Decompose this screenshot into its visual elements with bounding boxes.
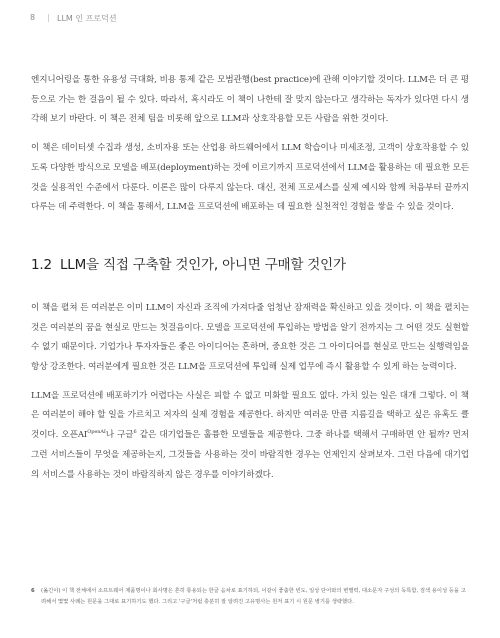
- section-number: 1.2: [31, 256, 52, 273]
- running-header: [30, 13, 470, 29]
- page-number: 8: [30, 13, 36, 22]
- paragraph-text: LLM을 프로덕션에 배포하기가 어렵다는 사실은 피할 수 없고 미화할 필요도 없다. 가치 있는 일은 대개 그렇다. 이 책은 여러분이 해야 할 일을 가르치고 저자의 실제 경험을 제공한다. 하지만 여러운 만큼 지름길을 택하고 싶은 유혹도 클 것이다. 오픈AI: [31, 390, 469, 441]
- footnote: [31, 586, 469, 608]
- paragraph-text: 같은 대기업들은 훌륭한 모델들을 제공한다. 그중 하나를 택해서 구매하면 안 될까? 먼저 그런 서비스들이 무엇을 제공하는지, 그것들을 사용하는 것이 바람직한 경우는 언제인지 살펴보자. 그런 다음에 대기업의 서비스를 사용하는 것이 바람직하지 않은 경우를 이야기하겠다.: [31, 430, 469, 480]
- footnote-text: (옮긴이) 이 책 전체에서 소프트웨어 제품명이나 회사명은 흔히 통용되는 한글 음차로 표기하되, 이같이 좋춤한 빈도, 일상 단어와의 변별력, 대소문자 구성의 독특함, 검색 용이성 등을 고려해서 몇몇 사례는 원문을 그대로 표기하기도 했다. 그리고 '구글'처럼 충분히 잘 알려진 고유명사는 원저 표기 시 원문 병기를 생략했다.: [41, 588, 466, 605]
- running-title: LLM 인 프로덕션: [57, 14, 117, 23]
- paragraph: 이 책을 펼쳐 든 여러분은 이미 LLM이 자신과 조직에 가져다줄 엄청난 잠재력을 확신하고 있을 것이다. 이 책을 펼치는 것은 여러분의 꿈을 현실로 만드는 첫걸음이다. 모델을 프로덕션에 투입하는 방법을 알기 전까지는 그 어떤 것도 실현할 수 없기 때문이다. 기업가나 투자자들은 좋은 아이디어는 흔하며, 중요한 것은 그 아이디어를 현실로 만드는 실행력임을 항상 강조한다. 여러분에게 필요한 것은 LLM을 프로덕션에 투입해 실제 업무에 즉시 활용할 수 있게 하는 능력이다.: [31, 302, 469, 373]
- superscript-note: OpenAI: [87, 429, 106, 436]
- paragraph-text: 나 구글: [105, 430, 134, 441]
- footnote-number: 6: [31, 588, 35, 594]
- paragraph: [31, 387, 469, 486]
- paragraph: 엔지니어링을 통한 유용성 극대화, 비용 통제 같은 모범관행(best practice)에 관해 이야기할 것이다. LLM은 더 큰 평등으로 가는 한 걸음이 될 수 있다. 따라서, 혹시라도 이 책이 나한테 잘 맞지 않는다고 생각하는 독자가 있다면 다시 생각해 보기 바란다. 이 책은 전체 팀을 비롯해 앞으로 LLM과 상호작용할 모든 사람을 위한 것이다.: [31, 75, 469, 125]
- footnote-reference[interactable]: 6: [133, 429, 137, 436]
- section-heading: [31, 253, 469, 273]
- page-body: [31, 71, 469, 485]
- paragraph: 이 책은 데이터셋 수집과 생성, 소비자용 또는 산업용 하드웨어에서 LLM 학습이나 미세조정, 고객이 상호작용할 수 있도록 다양한 방식으로 모델을 배포(deployment)하는 것에 이르기까지 프로덕션에서 LLM을 활용하는 데 필요한 모든 것을 실용적인 수준에서 다룬다. 이론은 많이 다루지 않는다. 대신, 전체 프로세스를 실제 예시와 함께 처음부터 끝까지 다루는 데 주력한다. 이 책을 통해서, LLM을 프로덕션에 배포하는 데 필요한 실천적인 경험을 쌓을 수 있을 것이다.: [31, 143, 469, 213]
- header-separator: |: [47, 13, 50, 22]
- section-title-text: LLM을 직접 구축할 것인가, 아니면 구매할 것인가: [59, 256, 346, 273]
